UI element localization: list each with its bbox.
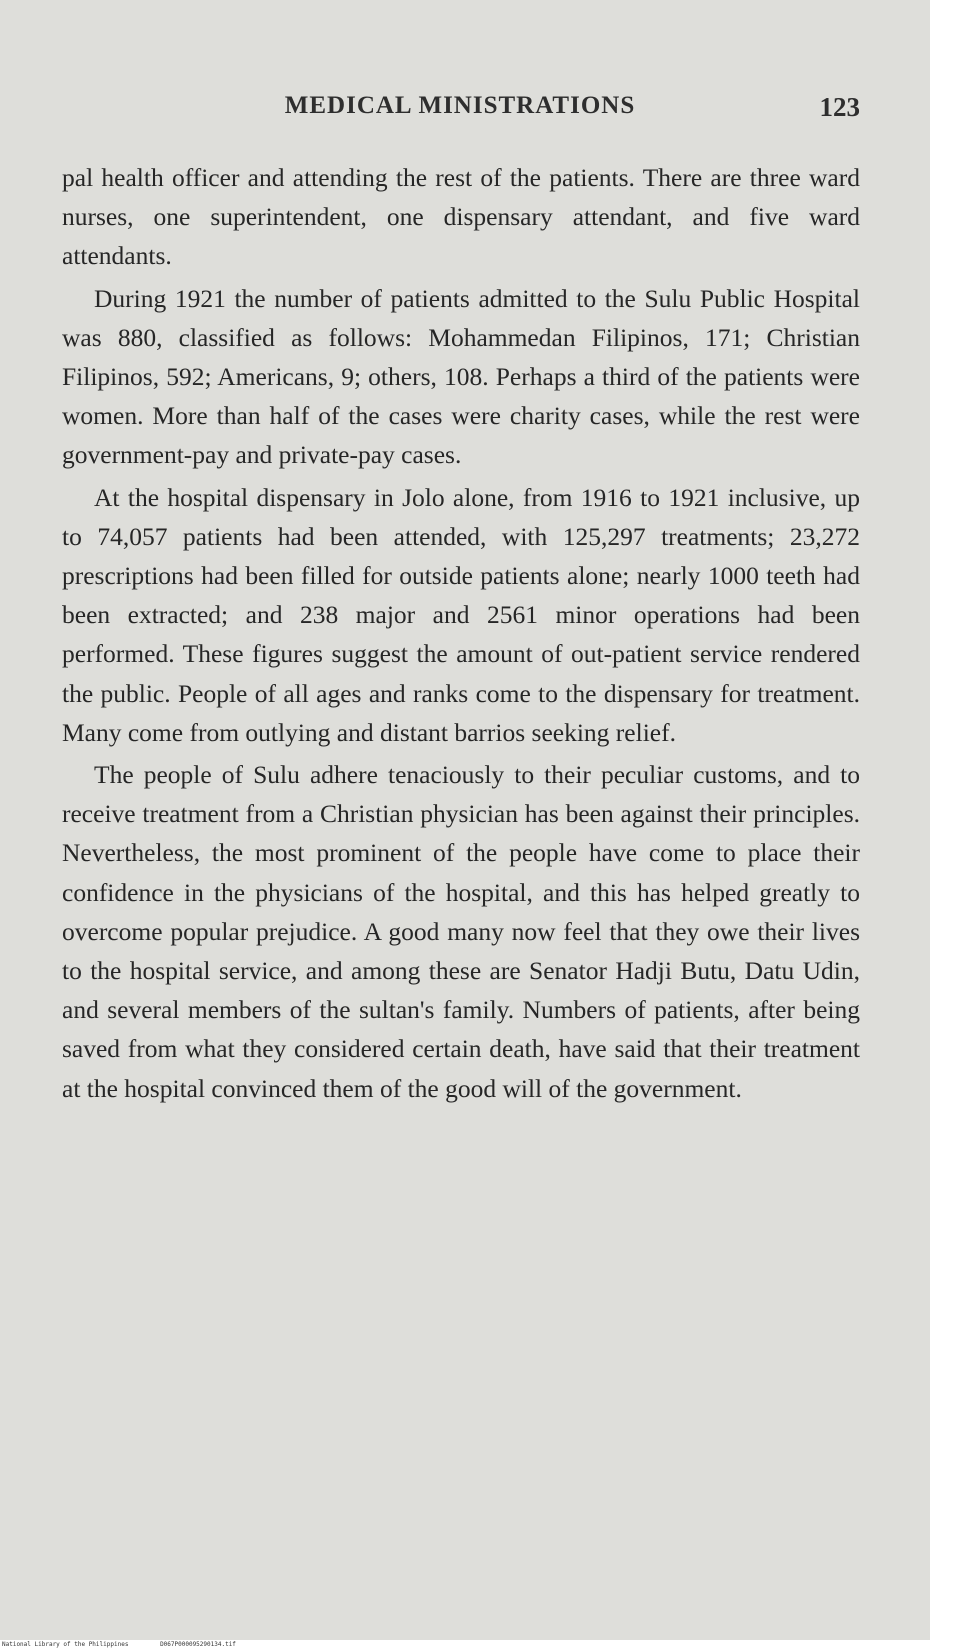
paragraph-patients-1921: During 1921 the number of patients admitted to the Sulu Public Hospital was 880, classified as follows: Mohammedan Filipinos, 171; Christian Filipinos, 592; Americans, 9; others, 108. Perhaps a third of the patients were women. More than half of the cases were charity cases, while the rest were government-pay and private-pay cases. (62, 283, 860, 470)
page-number: 123 (819, 92, 860, 122)
scan-footer (0, 1640, 979, 1650)
footer-file-name: D067P000095290134.tif (160, 1641, 236, 1648)
paragraph-dispensary: At the hospital dispensary in Jolo alone, from 1916 to 1921 inclusive, up to 74,057 patients had been attended, with 125,297 treatments; 23,272 prescriptions had been filled for outside patients alone; nearly 1000 teeth had been extracted; and 238 major and 2561 minor operations had been performed. These figures suggest the amount of out-patient service rendered the public. People of all ages and ranks come to the dispensary for treatment. Many come from outlying and distant barrios seeking relief. (62, 482, 860, 747)
paragraph-continuation: pal health officer and attending the rest of the patients. There are three ward nurses, one superintendent, one dispensary attendant, and five ward attendants. (62, 163, 860, 271)
body-text (62, 158, 860, 1111)
paragraph-sulu-customs: The people of Sulu adhere tenaciously to their peculiar customs, and to receive treatment from a Christian physician has been against their principles. Nevertheless, the most prominent of the people have come to place their confidence in the physicians of the hospital, and this has helped greatly to overcome popular prejudice. A good many now feel that they owe their lives to the hospital service, and among these are Senator Hadji Butu, Datu Udin, and several members of the sultan's family. Numbers of patients, after being saved from what they considered certain death, have said that their treatment at the hospital convinced them of the good will of the government. (62, 760, 860, 1103)
footer-library: National Library of the Philippines (2, 1641, 129, 1648)
running-head: MEDICAL MINISTRATIONS (284, 92, 636, 119)
footer-text (2, 1640, 264, 1650)
page-header (60, 92, 860, 132)
